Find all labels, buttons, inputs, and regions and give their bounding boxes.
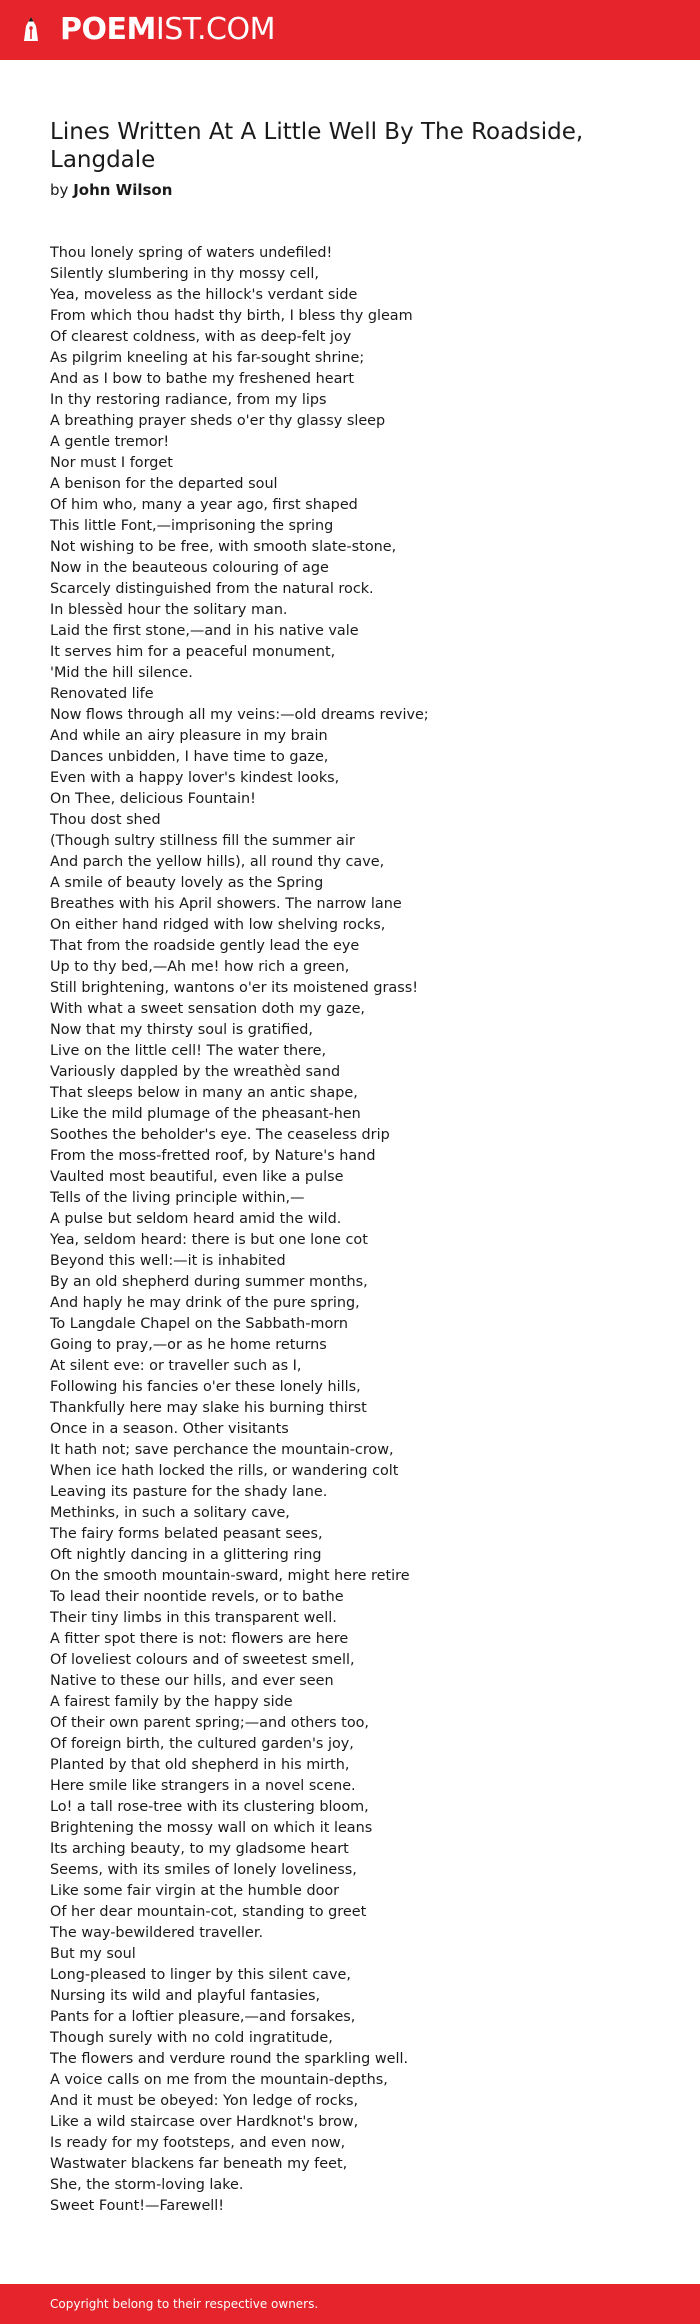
poem-line: Sweet Fount!—Farewell! bbox=[50, 2198, 225, 2214]
poem-line: And while an airy pleasure in my brain bbox=[50, 728, 328, 744]
author-link[interactable]: John Wilson bbox=[73, 181, 173, 199]
poem-line: (Though sultry stillness fill the summer air bbox=[50, 833, 355, 849]
poem-line: It hath not; save perchance the mountain-crow, bbox=[50, 1442, 394, 1458]
poem-line: Of foreign birth, the cultured garden's joy, bbox=[50, 1736, 354, 1752]
poem-line: Though surely with no cold ingratitude, bbox=[50, 2030, 333, 2046]
poem-line: Like a wild staircase over Hardknot's brow, bbox=[50, 2114, 359, 2130]
poem-line: She, the storm-loving lake. bbox=[50, 2177, 244, 2193]
poem-line: Of him who, many a year ago, first shaped bbox=[50, 497, 358, 513]
poem-line: A smile of beauty lovely as the Spring bbox=[50, 875, 324, 891]
poem-line: Of loveliest colours and of sweetest smell, bbox=[50, 1652, 355, 1668]
poem-line: Its arching beauty, to my gladsome heart bbox=[50, 1841, 349, 1857]
poem-line: A benison for the departed soul bbox=[50, 476, 278, 492]
poem-line: With what a sweet sensation doth my gaze, bbox=[50, 1001, 366, 1017]
poem-line: Up to thy bed,—Ah me! how rich a green, bbox=[50, 959, 350, 975]
poem-line: It serves him for a peaceful monument, bbox=[50, 644, 336, 660]
copyright-text: Copyright belong to their respective owners. bbox=[50, 2297, 319, 2311]
poem-line: Even with a happy lover's kindest looks, bbox=[50, 770, 340, 786]
poem-line: Not wishing to be free, with smooth slate-stone, bbox=[50, 539, 397, 555]
poem-line: Pants for a loftier pleasure,—and forsakes, bbox=[50, 2009, 356, 2025]
poem-line: And haply he may drink of the pure spring, bbox=[50, 1295, 360, 1311]
poem-line: The fairy forms belated peasant sees, bbox=[50, 1526, 323, 1542]
poem-line: Leaving its pasture for the shady lane. bbox=[50, 1484, 328, 1500]
poem-line: Now that my thirsty soul is gratified, bbox=[50, 1022, 313, 1038]
poem-line: This little Font,—imprisoning the spring bbox=[50, 518, 334, 534]
poem-line: Oft nightly dancing in a glittering ring bbox=[50, 1547, 322, 1563]
poem-line: Variously dappled by the wreathèd sand bbox=[50, 1064, 341, 1080]
poem-line: Of her dear mountain-cot, standing to greet bbox=[50, 1904, 367, 1920]
poem-line: In blessèd hour the solitary man. bbox=[50, 602, 288, 618]
poem-line: That sleeps below in many an antic shape, bbox=[50, 1085, 358, 1101]
poem-line: Yea, moveless as the hillock's verdant side bbox=[50, 287, 358, 303]
poem-line: Here smile like strangers in a novel scene. bbox=[50, 1778, 356, 1794]
poem-line: Thankfully here may slake his burning thirst bbox=[50, 1400, 367, 1416]
poem-line: Once in a season. Other visitants bbox=[50, 1421, 289, 1437]
by-label: by bbox=[50, 181, 69, 199]
poem-line: From the moss-fretted roof, by Nature's hand bbox=[50, 1148, 376, 1164]
poem-line: On either hand ridged with low shelving rocks, bbox=[50, 917, 386, 933]
poem-line: A fairest family by the happy side bbox=[50, 1694, 293, 1710]
logo-text-light: IST.COM bbox=[155, 12, 275, 47]
poem-body bbox=[50, 243, 670, 2217]
pen-nib-logo-icon[interactable] bbox=[16, 15, 46, 45]
poem-line: Seems, with its smiles of lonely loveliness, bbox=[50, 1862, 357, 1878]
poem-line: The way-bewildered traveller. bbox=[50, 1925, 264, 1941]
poem-line: Dances unbidden, I have time to gaze, bbox=[50, 749, 329, 765]
site-footer bbox=[0, 2284, 700, 2324]
poem-line: A voice calls on me from the mountain-depths, bbox=[50, 2072, 388, 2088]
poem-line: Now in the beauteous colouring of age bbox=[50, 560, 329, 576]
byline bbox=[50, 180, 660, 200]
poem-line: Like the mild plumage of the pheasant-hen bbox=[50, 1106, 361, 1122]
poem-line: Planted by that old shepherd in his mirth, bbox=[50, 1757, 350, 1773]
poem-line: A breathing prayer sheds o'er thy glassy sleep bbox=[50, 413, 386, 429]
poem-line: Breathes with his April showers. The narrow lane bbox=[50, 896, 402, 912]
poem-line: And parch the yellow hills), all round thy cave, bbox=[50, 854, 385, 870]
poem-line: Renovated life bbox=[50, 686, 154, 702]
poem-line: On the smooth mountain-sward, might here retire bbox=[50, 1568, 410, 1584]
poem-line: A fitter spot there is not: flowers are here bbox=[50, 1631, 349, 1647]
poem-line: Is ready for my footsteps, and even now, bbox=[50, 2135, 346, 2151]
poem-line: To Langdale Chapel on the Sabbath-morn bbox=[50, 1316, 349, 1332]
poem-line: Brightening the mossy wall on which it leans bbox=[50, 1820, 373, 1836]
poem-line: To lead their noontide revels, or to bathe bbox=[50, 1589, 344, 1605]
poem-line: When ice hath locked the rills, or wandering colt bbox=[50, 1463, 399, 1479]
poem-line: Like some fair virgin at the humble door bbox=[50, 1883, 340, 1899]
poem-line: Scarcely distinguished from the natural rock. bbox=[50, 581, 374, 597]
poem-line: A gentle tremor! bbox=[50, 434, 170, 450]
poem-line: Of their own parent spring;—and others too, bbox=[50, 1715, 370, 1731]
poem-line: On Thee, delicious Fountain! bbox=[50, 791, 256, 807]
poem-line: Beyond this well:—it is inhabited bbox=[50, 1253, 286, 1269]
poem-line: Wastwater blackens far beneath my feet, bbox=[50, 2156, 348, 2172]
poem-line: Methinks, in such a solitary cave, bbox=[50, 1505, 290, 1521]
poem-line: Laid the first stone,—and in his native vale bbox=[50, 623, 359, 639]
poem-line: Going to pray,—or as he home returns bbox=[50, 1337, 327, 1353]
poem-line: Live on the little cell! The water there, bbox=[50, 1043, 327, 1059]
logo-text-bold: POEM bbox=[60, 12, 156, 47]
poem-line: A pulse but seldom heard amid the wild. bbox=[50, 1211, 342, 1227]
poem-line: From which thou hadst thy birth, I bless thy gleam bbox=[50, 308, 413, 324]
poem-line: Lo! a tall rose-tree with its clustering bloom, bbox=[50, 1799, 369, 1815]
poem-line: Now flows through all my veins:—old dreams revive; bbox=[50, 707, 429, 723]
poem-header bbox=[50, 118, 660, 200]
poem-line: Long-pleased to linger by this silent cave, bbox=[50, 1967, 351, 1983]
poem-line: Of clearest coldness, with as deep-felt joy bbox=[50, 329, 352, 345]
poem-line: And it must be obeyed: Yon ledge of rocks, bbox=[50, 2093, 359, 2109]
poem-line: Following his fancies o'er these lonely hills, bbox=[50, 1379, 361, 1395]
poem-title: Lines Written At A Little Well By The Roadside, Langdale bbox=[50, 119, 584, 173]
poem-line: Yea, seldom heard: there is but one lone cot bbox=[50, 1232, 368, 1248]
poem-line: At silent eve: or traveller such as I, bbox=[50, 1358, 302, 1374]
poem-line: Nursing its wild and playful fantasies, bbox=[50, 1988, 321, 2004]
site-logo[interactable] bbox=[60, 12, 275, 47]
poem-line: Their tiny limbs in this transparent well. bbox=[50, 1610, 337, 1626]
poem-line: And as I bow to bathe my freshened heart bbox=[50, 371, 354, 387]
poem-line: But my soul bbox=[50, 1946, 136, 1962]
poem-line: Silently slumbering in thy mossy cell, bbox=[50, 266, 319, 282]
poem-line: Still brightening, wantons o'er its moistened grass! bbox=[50, 980, 418, 996]
site-header bbox=[0, 0, 700, 60]
poem-line: Vaulted most beautiful, even like a pulse bbox=[50, 1169, 344, 1185]
poem-line: Thou dost shed bbox=[50, 812, 161, 828]
poem-line: 'Mid the hill silence. bbox=[50, 665, 193, 681]
poem-line: By an old shepherd during summer months, bbox=[50, 1274, 368, 1290]
poem-line: Soothes the beholder's eye. The ceaseless drip bbox=[50, 1127, 390, 1143]
poem-line: In thy restoring radiance, from my lips bbox=[50, 392, 327, 408]
poem-line: The flowers and verdure round the sparkling well. bbox=[50, 2051, 409, 2067]
poem-line: Tells of the living principle within,— bbox=[50, 1190, 305, 1206]
poem-line: That from the roadside gently lead the eye bbox=[50, 938, 360, 954]
poem-line: Thou lonely spring of waters undefiled! bbox=[50, 245, 333, 261]
poem-line: Native to these our hills, and ever seen bbox=[50, 1673, 334, 1689]
poem-line: Nor must I forget bbox=[50, 455, 173, 471]
poem-line: As pilgrim kneeling at his far-sought shrine; bbox=[50, 350, 365, 366]
